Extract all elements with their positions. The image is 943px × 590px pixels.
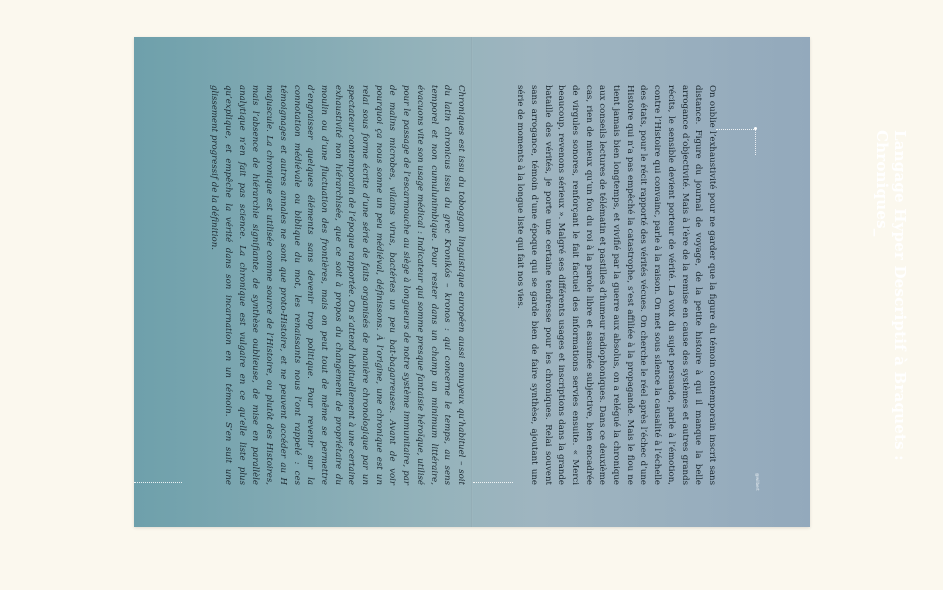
- right-column: [512, 85, 718, 485]
- dotted-guide-left: [134, 482, 182, 483]
- title-block: [873, 130, 909, 530]
- book-gutter: [471, 37, 473, 527]
- book-spread: [134, 37, 909, 527]
- page-folio: [755, 473, 760, 491]
- right-body-text: On oublie l’exhaustivité pour ne garder que la figure du témoin contemporain inscrit sans distance. Figure du journal de voyage, de la petite histoire à qui il manque la belle arrogance d’objectivité. Mais à l’ère de la remise en cause des systèmes et autres grands récits, le sensible devient porteur de vérité. La voix du sujet persuade, parle à l’émotion, contre l’Histoire qui convainc, parle à la raison. On met sous silence la causalité à l’échelle des états, pour le récit rapporté des vérités vécues. On cherche le réel après l’échec d’une Histoire qui n’a pas empêché la catastrophe, s’est affiliée à la propagande. Mais le flou ne tient jamais bien longtemps, et vivifié par la guerre aux absolus, on a relégué la chronique aux conseils lectures de télématin et pastilles d’humeur radiophoniques. Dans ce deuxième cas, rien de mieux qu’un fou du roi à la parole libre et assumée subjective, bien encadrée de virgules sonores, renforçant le fait factuel des informations servies ensuite. « Merci beaucoup, revenons sérieux ». Malgré ses différents usages et inscriptions dans la grande bataille des vérités, je porte une certaine tendresse pour les chroniques. Relai souvent sans arrogance, témoin d’une époque qui se garde bien de faire synthèse, ajoutant une série de moments à la longue liste qui fait nos vies.: [515, 85, 717, 485]
- folio-text: @wilbert: [755, 473, 760, 491]
- dotted-guide-title: [716, 129, 756, 130]
- dotted-guide-vertical: [755, 129, 756, 155]
- left-column: [207, 85, 467, 485]
- left-body-text: Chroniques est issu du toboggan linguistique européen aussi ennuyeux qu’habituel – soit du latin chronicus issu du grec Kronikós – kronos : qui concerne le temps, au sens temporel et non cumulunimbique. Pour rester dans un champ un minimum littéraire, évacuons vite son usage médical : Indicateur qui somme presque fantaisie héroïque, utilisé pour le passage de l’escarmouche au siège à longueurs de notre système immunitaire, par de malins microbes, vilains virus, bactéries un peu bat-bagarreuses. Avant de voir pourquoi ça nous sonne un peu médiéval, définissons. À l’origine, une chronique est un relai sous forme écrite d’une série de faits organisés de manière chronologique par un spectateur contemporain de l’époque rapportée. On s’attend habituellement à une certaine exhaustivité non hiérarchisée, que ce soit à propos du changement de propriétaire du moulin ou d’une fluctuation des frontières, mais on peut tout de même se permettre d’engraisser quelques éléments sans devenir trop politique. Pour revenir sur la connotation médiévale ou biblique du mot, les renaissants nous l’ont rappelé : ces témoignages et autres annales ne sont que proto-Histoire, et ne peuvent accéder au H majuscule. La chronique est utilisée comme source de l’Histoire, ou plutôt des Histoires, mais l’absence de hiérarchie signifiante, de synthèse oublieuse, de mise en parallèle analytique n’en fait pas science. La chronique est vulgaire en ce qu’elle liste plus qu’explique, et empêche la vérité dans son incarnation en un témoin. S’en suit une glissement progressif de la définition.: [209, 85, 466, 485]
- page-title: Langage Hyper Descriptif à Braquets : Chroniques_: [873, 130, 909, 461]
- dotted-guide-right: [473, 482, 513, 483]
